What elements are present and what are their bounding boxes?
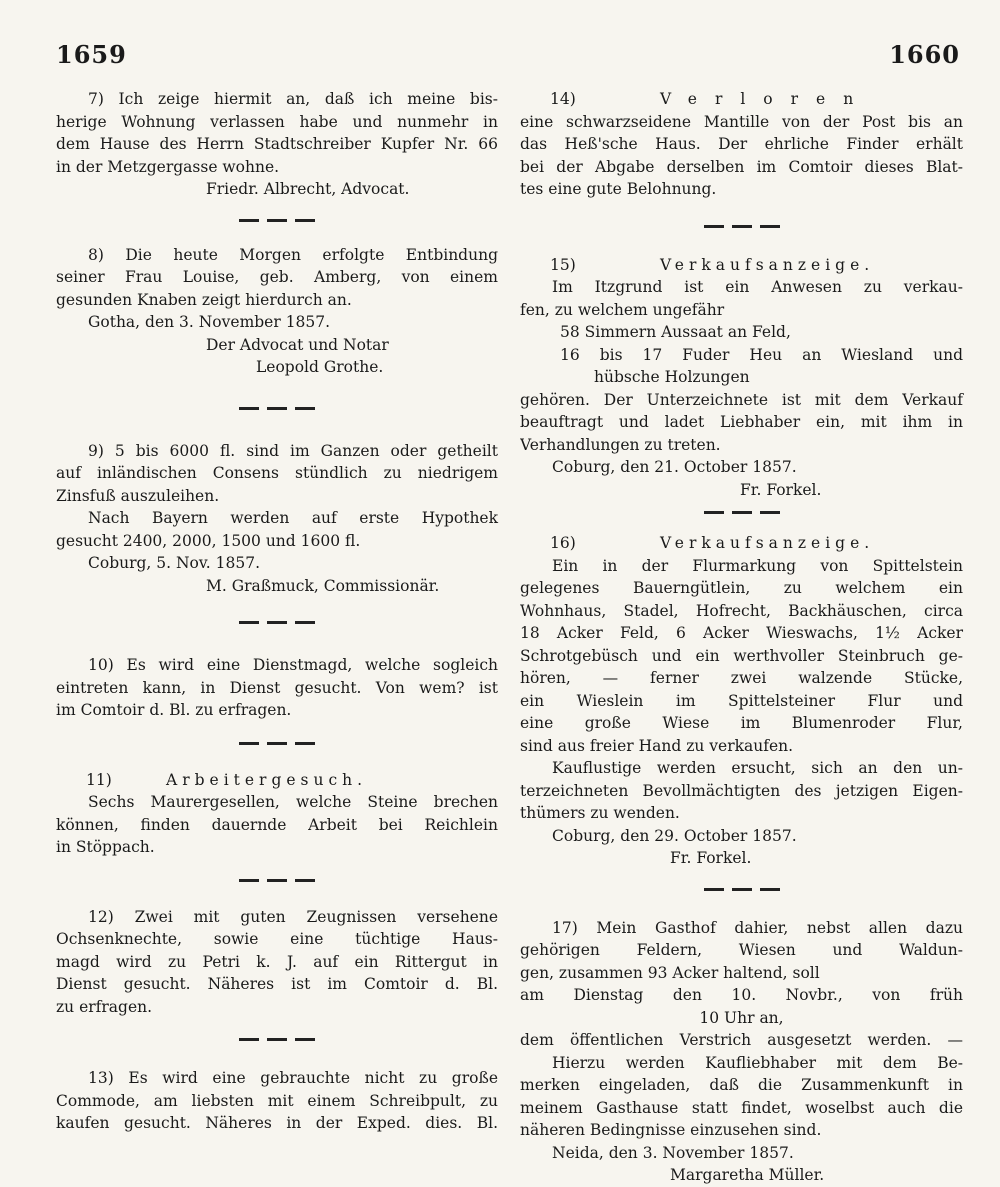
ad-line: 17) Mein Gasthof dahier, nebst allen dazu — [552, 918, 963, 937]
ad-12 — [56, 906, 498, 1019]
ad-line: thümers zu wenden. — [520, 804, 680, 822]
page-number-left: 1659 — [56, 40, 127, 69]
ad-line: kaufen gesucht. Näheres in der Exped. dies. Bl. — [56, 1114, 498, 1132]
ad-line: Ein in der Flurmarkung von Spittelstein — [552, 556, 963, 575]
ad-line: meinem Gasthause statt findet, woselbst auch die — [520, 1098, 963, 1117]
ad-line: gen, zusammen 93 Acker haltend, soll — [520, 963, 820, 982]
ad-line: beauftragt und ladet Liebhaber ein, mit ihm in — [520, 413, 963, 431]
ad-line: das Heß'sche Haus. Der ehrliche Finder erhält — [520, 135, 963, 153]
ad-line: im Comtoir d. Bl. zu erfragen. — [56, 701, 292, 719]
ad-line: gehören. Der Unterzeichnete ist mit dem Verkauf — [520, 390, 963, 409]
ad-heading — [520, 88, 963, 111]
ad-line: gesucht 2400, 2000, 1500 und 1600 fl. — [56, 531, 361, 550]
separator-rule — [56, 1038, 498, 1041]
ad-signature: Friedr. Albrecht, Advocat. — [206, 180, 410, 198]
ad-line: auf inländischen Consens stündlich zu niedrigem — [56, 464, 498, 482]
ad-line: zu erfragen. — [56, 997, 153, 1016]
ad-line: näheren Bedingnisse einzusehen sind. — [520, 1121, 822, 1139]
ad-title: Verkaufsanzeige. — [660, 534, 875, 552]
ad-line: bei der Abgabe derselben im Comtoir dieses Blat- — [520, 157, 963, 176]
ad-line: gelegenes Bauerngütlein, zu welchem ein — [520, 579, 963, 597]
ad-item: 58 Simmern Aussaat an Feld, — [560, 323, 791, 341]
ad-17 — [520, 917, 963, 1187]
ad-line: terzeichneten Bevollmächtigten des jetzigen Eigen- — [520, 781, 963, 800]
separator-rule — [56, 879, 498, 882]
ad-line: Schrotgebüsch und ein werthvoller Steinbruch ge- — [520, 646, 963, 665]
ad-line: in der Metzgergasse wohne. — [56, 157, 280, 176]
ad-line: eintreten kann, in Dienst gesucht. Von wem? ist — [56, 678, 498, 697]
ad-heading — [520, 532, 963, 555]
ad-line: Dienst gesucht. Näheres ist im Comtoir d. Bl. — [56, 975, 498, 993]
ad-line: dem öffentlichen Verstrich ausgesetzt werden. — — [520, 1031, 963, 1049]
separator-rule — [56, 621, 498, 624]
separator-rule — [56, 219, 498, 222]
ad-signature: Fr. Forkel. — [740, 480, 822, 499]
ad-line: Verhandlungen zu treten. — [520, 435, 721, 454]
ad-line: 13) Es wird eine gebrauchte nicht zu große — [88, 1069, 498, 1087]
ad-line: 8) Die heute Morgen erfolgte Entbindung — [88, 245, 498, 264]
ad-line: ein Wieslein im Spittelsteiner Flur und — [520, 691, 963, 710]
right-column — [520, 88, 963, 1187]
ad-10 — [56, 654, 498, 722]
ad-place-date: Coburg, den 21. October 1857. — [552, 458, 797, 476]
ad-line: seiner Frau Louise, geb. Amberg, von einem — [56, 268, 498, 286]
ad-line: sind aus freier Hand zu verkaufen. — [520, 736, 794, 755]
ad-signature: Margaretha Müller. — [670, 1166, 825, 1184]
ad-title: Arbeitergesuch. — [166, 770, 368, 789]
ad-line: Commode, am liebsten mit einem Schreibpult, zu — [56, 1091, 498, 1110]
ad-line: 12) Zwei mit guten Zeugnissen versehene — [88, 907, 498, 926]
ad-place-date: Gotha, den 3. November 1857. — [88, 313, 331, 331]
ad-11 — [56, 769, 498, 859]
separator-rule — [56, 742, 498, 745]
ad-line: fen, zu welchem ungefähr — [520, 300, 725, 319]
ad-line: Sechs Maurergesellen, welche Steine brechen — [88, 793, 498, 811]
ad-line: Zinsfuß auszuleihen. — [56, 486, 220, 505]
ad-line: tes eine gute Belohnung. — [520, 180, 717, 198]
ad-line: können, finden dauernde Arbeit bei Reichlein — [56, 815, 498, 834]
ad-line: Hierzu werden Kaufliebhaber mit dem Be- — [552, 1053, 963, 1072]
ad-place-date: Coburg, 5. Nov. 1857. — [88, 554, 261, 572]
left-column — [56, 88, 498, 1135]
ad-item: hübsche Holzungen — [594, 368, 750, 386]
ad-line: merken eingeladen, daß die Zusammenkunft in — [520, 1076, 963, 1094]
ad-title: Verloren — [660, 90, 872, 108]
ad-number: 11) — [86, 770, 112, 789]
ad-line: eine schwarzseidene Mantille von der Post bis an — [520, 112, 963, 131]
ad-line: Kauflustige werden ersucht, sich an den un- — [552, 759, 963, 777]
ad-signature: M. Graßmuck, Commissionär. — [206, 576, 440, 595]
ad-line: gesunden Knaben zeigt hierdurch an. — [56, 290, 352, 309]
ad-heading — [56, 769, 498, 792]
ad-line: Im Itzgrund ist ein Anwesen zu verkau- — [552, 278, 963, 296]
ad-heading — [520, 254, 963, 277]
ad-number: 14) — [550, 90, 576, 108]
ad-7 — [56, 88, 498, 201]
ad-line: in Stöppach. — [56, 838, 155, 856]
ad-line: dem Hause des Herrn Stadtschreiber Kupfer Nr. 66 — [56, 135, 498, 153]
ad-place-date: Coburg, den 29. October 1857. — [552, 826, 797, 845]
ad-line: gehörigen Feldern, Wiesen und Waldun- — [520, 941, 963, 959]
ad-14 — [520, 88, 963, 201]
ad-signature: Fr. Forkel. — [670, 849, 752, 867]
ad-line: Ochsenknechte, sowie eine tüchtige Haus- — [56, 930, 498, 948]
page-number-right: 1660 — [889, 40, 960, 69]
ad-line: magd wird zu Petri k. J. auf ein Rittergut in — [56, 952, 498, 971]
ad-line: hören, — ferner zwei walzende Stücke, — [520, 669, 963, 687]
ad-place-date: Neida, den 3. November 1857. — [552, 1143, 794, 1162]
ad-line: Nach Bayern werden auf erste Hypothek — [88, 509, 498, 527]
separator-rule — [520, 225, 963, 228]
ad-line: Wohnhaus, Stadel, Hofrecht, Backhäuschen, circa — [520, 601, 963, 620]
ad-15 — [520, 254, 963, 502]
ad-9 — [56, 440, 498, 598]
ad-number: 15) — [550, 255, 576, 274]
ad-16 — [520, 532, 963, 870]
separator-rule — [520, 888, 963, 891]
ad-13 — [56, 1067, 498, 1135]
ad-8 — [56, 244, 498, 379]
ad-signature: Der Advocat und Notar — [206, 335, 389, 354]
ad-line: 9) 5 bis 6000 fl. sind im Ganzen oder getheilt — [88, 441, 498, 460]
ad-line: am Dienstag den 10. Novbr., von früh — [520, 986, 963, 1004]
ad-line: 10) Es wird eine Dienstmagd, welche sogleich — [88, 656, 498, 674]
ad-item: 16 bis 17 Fuder Heu an Wiesland und — [560, 345, 963, 364]
ad-signature-name: Leopold Grothe. — [256, 358, 384, 376]
ad-number: 16) — [550, 534, 576, 552]
ad-title: Verkaufsanzeige. — [660, 255, 875, 274]
separator-rule — [56, 407, 498, 410]
separator-rule — [520, 511, 963, 514]
ad-line: herige Wohnung verlassen habe und nunmehr in — [56, 112, 498, 131]
ad-line: eine große Wiese im Blumenroder Flur, — [520, 714, 963, 732]
ad-line: 7) Ich zeige hiermit an, daß ich meine bis- — [88, 90, 498, 108]
ad-line: 18 Acker Feld, 6 Acker Wieswachs, 1½ Acker — [520, 624, 963, 642]
ad-line: 10 Uhr an, — [699, 1008, 784, 1027]
